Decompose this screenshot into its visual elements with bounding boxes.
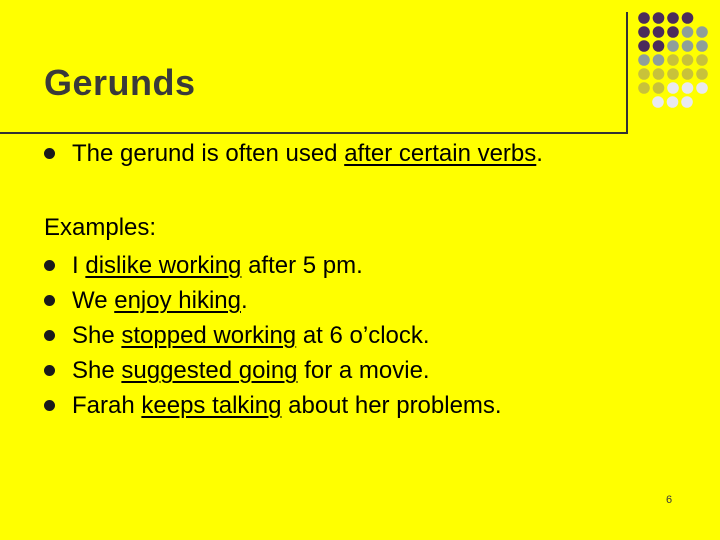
example-text-underlined: enjoy hiking	[114, 287, 241, 314]
example-item	[44, 287, 248, 315]
decorative-dot	[638, 12, 650, 24]
examples-label: Examples:	[44, 214, 157, 241]
example-text-after: .	[240, 287, 248, 314]
decorative-dot	[696, 68, 708, 80]
slide-title: Gerunds	[44, 62, 196, 103]
example-item	[44, 322, 430, 350]
title-divider	[0, 132, 626, 134]
decorative-dot	[667, 96, 679, 108]
decorative-dot	[682, 54, 694, 66]
bullet-icon	[44, 400, 55, 411]
intro-text-after: .	[536, 140, 543, 167]
example-text-before: Farah	[72, 392, 142, 419]
decorative-dot	[667, 54, 679, 66]
intro-bullet-item	[44, 140, 543, 168]
example-text-underlined: keeps talking	[141, 392, 282, 419]
decorative-dot	[667, 12, 679, 24]
example-text-after: after 5 pm.	[241, 252, 363, 279]
example-text-before: We	[72, 287, 115, 314]
bullet-icon	[44, 260, 55, 271]
vertical-divider	[626, 12, 628, 134]
decorative-dot	[652, 96, 664, 108]
decorative-dot	[653, 12, 665, 24]
bullet-icon	[44, 295, 55, 306]
decorative-dot	[667, 68, 679, 80]
example-item	[44, 392, 502, 420]
page-number: 6	[666, 494, 673, 506]
decorative-dot	[682, 82, 694, 94]
example-text-after: about her problems.	[281, 392, 502, 419]
decorative-dot	[682, 12, 694, 24]
decorative-dot	[682, 26, 694, 38]
bullet-icon	[44, 365, 55, 376]
decorative-dot	[653, 40, 665, 52]
decorative-dot	[638, 54, 650, 66]
example-text-after: at 6 o’clock.	[296, 322, 430, 349]
decorative-dot	[696, 82, 708, 94]
example-item	[44, 252, 363, 280]
decorative-dot	[682, 68, 694, 80]
decorative-dot	[681, 96, 693, 108]
example-text-underlined: dislike working	[85, 252, 242, 279]
example-text-underlined: suggested going	[121, 357, 298, 384]
intro-text-before: The gerund is often used	[72, 140, 345, 167]
decorative-dot	[653, 68, 665, 80]
decorative-dot	[638, 82, 650, 94]
decorative-dot	[653, 26, 665, 38]
example-text-after: for a movie.	[297, 357, 430, 384]
decorative-dot	[667, 26, 679, 38]
example-text-underlined: stopped working	[121, 322, 297, 349]
decorative-dot	[696, 26, 708, 38]
decorative-dot	[638, 40, 650, 52]
decorative-dot	[696, 40, 708, 52]
decorative-dot	[638, 68, 650, 80]
decorative-dot	[653, 82, 665, 94]
intro-text-underlined: after certain verbs	[344, 140, 537, 167]
decorative-dot	[696, 54, 708, 66]
bullet-icon	[44, 330, 55, 341]
decorative-dot	[653, 54, 665, 66]
decorative-dot	[682, 40, 694, 52]
example-text-before: She	[72, 322, 122, 349]
decorative-dot	[667, 82, 679, 94]
decorative-dot	[638, 26, 650, 38]
example-text-before: I	[72, 252, 86, 279]
example-text-before: She	[72, 357, 122, 384]
example-item	[44, 357, 430, 385]
decorative-dot	[667, 40, 679, 52]
bullet-icon	[44, 148, 55, 159]
